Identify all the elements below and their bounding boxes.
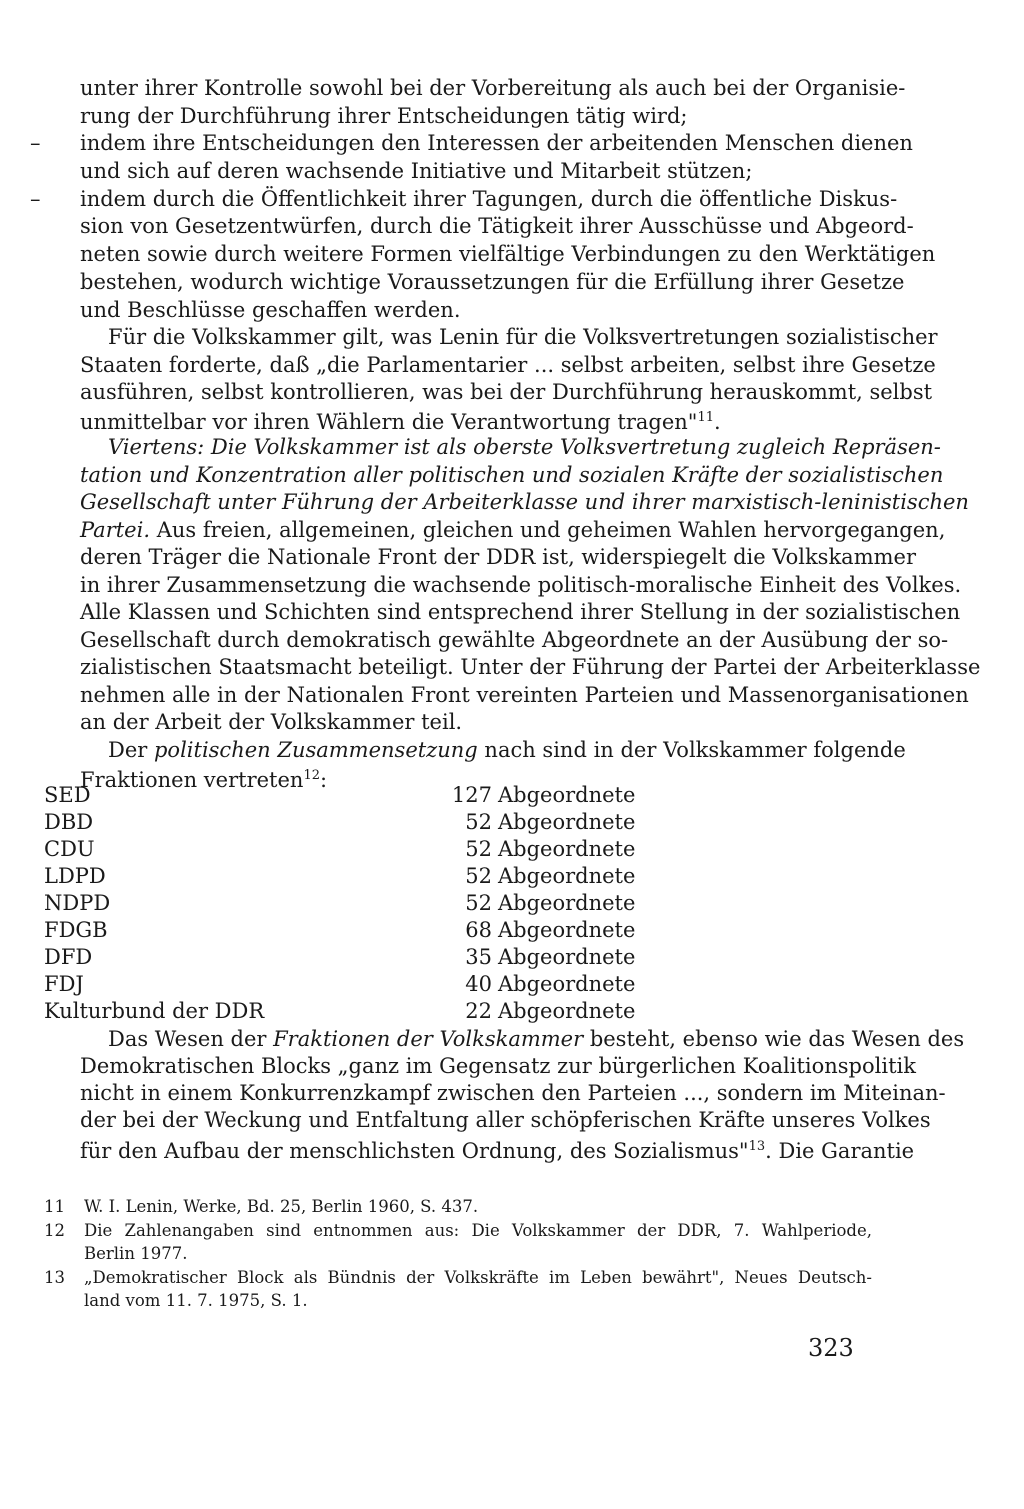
body-line: Gesellschaft durch demokratisch gewählte Abgeordnete an der Ausübung der so- — [80, 628, 949, 652]
body-line: an der Arbeit der Volkskammer teil. — [80, 710, 463, 734]
list-dash: – — [30, 131, 41, 155]
footnote-text: Berlin 1977. — [84, 1244, 188, 1263]
faction-unit: Abgeordnete — [498, 891, 636, 915]
body-text: unmittelbar vor ihren Wählern die Verantwortung tragen" — [80, 410, 698, 434]
faction-count: 52 — [465, 864, 492, 888]
body-text: nach sind in der Volkskammer folgende — [477, 738, 906, 762]
body-line: tation und Konzentration aller politischen und sozialen Kräfte der sozialistischen — [80, 463, 944, 487]
footnote-number: 11 — [44, 1197, 65, 1216]
body-line — [80, 1025, 965, 1053]
faction-name: LDPD — [44, 864, 106, 888]
body-line: rung der Durchführung ihrer Entscheidungen tätig wird; — [80, 104, 688, 128]
body-line: und Beschlüsse geschaffen werden. — [80, 298, 461, 322]
body-line: zialistischen Staatsmacht beteiligt. Unter der Führung der Partei der Arbeiterklasse — [80, 655, 981, 679]
body-text: Fraktionen vertreten — [80, 768, 304, 792]
body-line: nicht in einem Konkurrenzkampf zwischen den Parteien ..., sondern im Miteinan- — [80, 1081, 946, 1105]
body-text: Das Wesen der — [108, 1027, 274, 1051]
faction-name: NDPD — [44, 891, 111, 915]
faction-count: 40 — [465, 972, 492, 996]
body-line: in ihrer Zusammensetzung die wachsende politisch-moralische Einheit des Volkes. — [80, 573, 962, 597]
footnote-ref: 13 — [748, 1139, 766, 1154]
footnote-text: W. I. Lenin, Werke, Bd. 25, Berlin 1960, S. 437. — [84, 1197, 479, 1216]
faction-name: FDJ — [44, 972, 84, 996]
faction-count: 35 — [465, 945, 492, 969]
body-text: besteht, ebenso wie das Wesen des — [583, 1027, 965, 1051]
body-line: bestehen, wodurch wichtige Voraussetzungen für die Erfüllung ihrer Gesetze — [80, 270, 905, 294]
faction-unit: Abgeordnete — [498, 972, 636, 996]
faction-name: CDU — [44, 837, 95, 861]
faction-name: FDGB — [44, 918, 108, 942]
faction-unit: Abgeordnete — [498, 837, 636, 861]
body-line: Gesellschaft unter Führung der Arbeiterklasse und ihrer marxistisch-leninistischen — [80, 490, 969, 514]
footnote-text: „Demokratischer Block als Bündnis der Volkskräfte im Leben bewährt", Neues Deutsch- — [84, 1268, 872, 1287]
footnote-ref: 11 — [697, 410, 715, 425]
body-line: deren Träger die Nationale Front der DDR ist, widerspiegelt die Volkskammer — [80, 545, 916, 569]
footnote-ref: 12 — [303, 768, 320, 783]
body-line: ausführen, selbst kontrollieren, was bei der Durchführung herauskommt, selbst — [80, 380, 933, 404]
faction-name: DFD — [44, 945, 93, 969]
faction-count: 52 — [465, 891, 492, 915]
list-dash: – — [30, 187, 41, 211]
body-line: indem ihre Entscheidungen den Interessen der arbeitenden Menschen dienen — [80, 131, 913, 155]
body-text: . Die Garantie — [765, 1139, 915, 1163]
faction-count: 68 — [465, 918, 492, 942]
footnote-number: 12 — [44, 1221, 65, 1240]
faction-unit: Abgeordnete — [498, 918, 636, 942]
body-text: für den Aufbau der menschlichsten Ordnung, des Sozialismus" — [80, 1139, 749, 1163]
body-line: sion von Gesetzentwürfen, durch die Tätigkeit ihrer Ausschüsse und Abgeord- — [80, 214, 914, 238]
body-line — [80, 736, 906, 764]
faction-unit: Abgeordnete — [498, 810, 636, 834]
body-line: neten sowie durch weitere Formen vielfältige Verbindungen zu den Werktätigen — [80, 242, 936, 266]
body-line: indem durch die Öffentlichkeit ihrer Tagungen, durch die öffentliche Diskus- — [80, 187, 898, 211]
faction-unit: Abgeordnete — [498, 945, 636, 969]
page-number: 323 — [808, 1334, 854, 1362]
italic-text: Fraktionen der Volkskammer — [273, 1027, 584, 1051]
footnote-text: land vom 11. 7. 1975, S. 1. — [84, 1291, 308, 1310]
faction-name: Kulturbund der DDR — [44, 999, 265, 1023]
body-line — [80, 516, 946, 544]
faction-count: 52 — [465, 837, 492, 861]
body-line: Staaten forderte, daß „die Parlamentarier ... selbst arbeiten, selbst ihre Gesetze — [80, 353, 936, 377]
body-line: und sich auf deren wachsende Initiative und Mitarbeit stützen; — [80, 159, 753, 183]
faction-count: 52 — [465, 810, 492, 834]
faction-name: SED — [44, 783, 91, 807]
body-line: der bei der Weckung und Entfaltung aller schöpferischen Kräfte unseres Volkes — [80, 1108, 931, 1132]
body-line: Für die Volkskammer gilt, was Lenin für die Volksvertretungen sozialistischer — [108, 325, 938, 349]
punctuation: : — [319, 768, 328, 792]
footnote-number: 13 — [44, 1268, 65, 1287]
italic-text: politischen Zusammensetzung — [153, 738, 478, 762]
body-text: Der — [108, 738, 154, 762]
italic-text: Partei. — [80, 518, 151, 542]
body-line: unter ihrer Kontrolle sowohl bei der Vorbereitung als auch bei der Organisie- — [80, 76, 906, 100]
punctuation: . — [714, 410, 721, 434]
faction-count: 127 — [451, 783, 492, 807]
body-line: Demokratischen Blocks „ganz im Gegensatz zur bürgerlichen Koalitionspolitik — [80, 1054, 916, 1078]
footnote-text: Die Zahlenangaben sind entnommen aus: Die Volkskammer der DDR, 7. Wahlperiode, — [84, 1221, 872, 1240]
faction-name: DBD — [44, 810, 94, 834]
faction-unit: Abgeordnete — [498, 999, 636, 1023]
body-line: Alle Klassen und Schichten sind entsprechend ihrer Stellung in der sozialistischen — [80, 600, 961, 624]
body-line: Viertens: Die Volkskammer ist als oberste Volksvertretung zugleich Repräsen- — [108, 435, 941, 459]
faction-unit: Abgeordnete — [498, 783, 636, 807]
body-text: Aus freien, allgemeinen, gleichen und geheimen Wahlen hervorgegangen, — [150, 518, 946, 542]
body-line — [80, 1133, 915, 1163]
faction-unit: Abgeordnete — [498, 864, 636, 888]
body-line: nehmen alle in der Nationalen Front vereinten Parteien und Massenorganisationen — [80, 683, 969, 707]
faction-count: 22 — [465, 999, 492, 1023]
body-line — [80, 404, 872, 432]
